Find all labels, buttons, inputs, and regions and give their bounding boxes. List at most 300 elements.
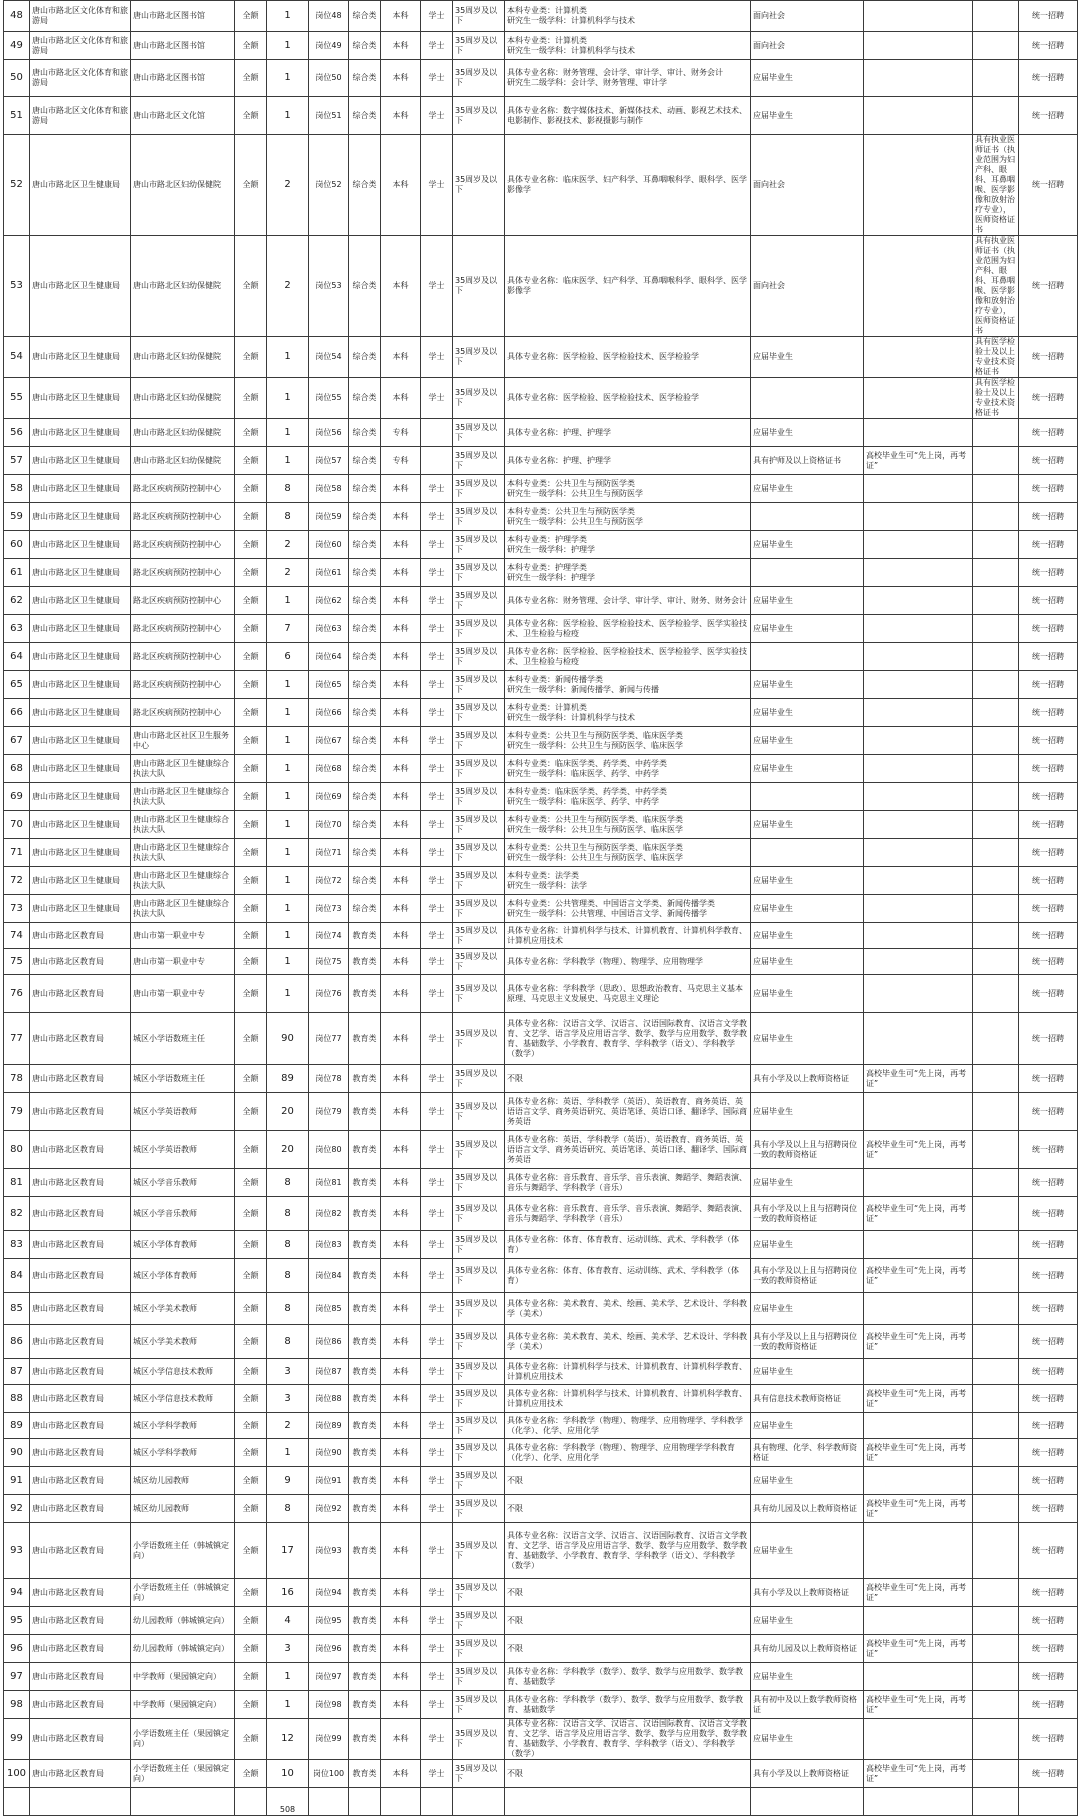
education-cell: 本科 xyxy=(381,1663,421,1691)
applicant-source-cell: 应届毕业生 xyxy=(751,727,864,755)
funding-type-cell: 全额 xyxy=(235,895,267,923)
age-limit-cell: 35周岁及以下 xyxy=(453,1065,505,1093)
education-cell: 本科 xyxy=(381,1,421,32)
major-requirement-cell: 不限 xyxy=(505,1607,751,1635)
degree-cell: 学士 xyxy=(421,32,453,60)
qualification-note-cell: 高校毕业生可“先上岗，再考证” xyxy=(864,1065,973,1093)
recruit-method-cell: 统一招聘 xyxy=(1019,643,1078,671)
funding-type-cell: 全额 xyxy=(235,1579,267,1607)
applicant-source-cell: 应届毕业生 xyxy=(751,923,864,949)
department-cell: 唐山市路北区教育局 xyxy=(30,1359,131,1385)
table-row xyxy=(4,1607,1078,1635)
table-row xyxy=(4,1439,1078,1467)
degree-cell: 学士 xyxy=(421,1607,453,1635)
table-row xyxy=(4,839,1078,867)
age-limit-cell: 35周岁及以下 xyxy=(453,923,505,949)
degree-cell: 学士 xyxy=(421,1663,453,1691)
row-number-cell: 54 xyxy=(4,337,30,378)
degree-cell: 学士 xyxy=(421,1093,453,1131)
post-category-cell: 教育类 xyxy=(349,1523,381,1579)
age-limit-cell: 35周岁及以下 xyxy=(453,1013,505,1065)
department-cell: 唐山市路北区卫生健康局 xyxy=(30,419,131,447)
table-row xyxy=(4,531,1078,559)
post-category-cell: 综合类 xyxy=(349,587,381,615)
applicant-source-cell: 应届毕业生 xyxy=(751,1013,864,1065)
row-number-cell: 53 xyxy=(4,236,30,337)
funding-type-cell: 全额 xyxy=(235,949,267,975)
table-row xyxy=(4,1495,1078,1523)
education-cell: 本科 xyxy=(381,615,421,643)
degree-cell: 学士 xyxy=(421,1439,453,1467)
post-code-cell: 岗位86 xyxy=(309,1325,349,1359)
post-code-cell: 岗位53 xyxy=(309,236,349,337)
recruit-method-cell: 统一招聘 xyxy=(1019,811,1078,839)
age-limit-cell: 35周岁及以下 xyxy=(453,1663,505,1691)
table-row xyxy=(4,60,1078,97)
qualification-note-cell xyxy=(864,531,973,559)
qualification-note-cell xyxy=(864,503,973,531)
education-cell: 本科 xyxy=(381,1607,421,1635)
employer-unit-cell: 唐山市路北区妇幼保健院 xyxy=(131,378,235,419)
degree-cell: 学士 xyxy=(421,531,453,559)
applicant-source-cell: 应届毕业生 xyxy=(751,895,864,923)
row-number-cell: 84 xyxy=(4,1259,30,1293)
other-condition-cell: 具有执业医师证书（执业范围为妇产科、眼科、耳鼻咽喉、医学影像和放射治疗专业），医师资格证书 xyxy=(973,236,1019,337)
degree-cell: 学士 xyxy=(421,1691,453,1719)
post-code-cell: 岗位75 xyxy=(309,949,349,975)
major-requirement-cell: 本科专业类：法学类 研究生一级学科：法学 xyxy=(505,867,751,895)
post-category-cell: 教育类 xyxy=(349,1197,381,1231)
post-category-cell: 教育类 xyxy=(349,1325,381,1359)
total-empty-cell xyxy=(349,1788,381,1816)
age-limit-cell: 35周岁及以下 xyxy=(453,475,505,503)
table-row xyxy=(4,643,1078,671)
funding-type-cell: 全额 xyxy=(235,1325,267,1359)
row-number-cell: 67 xyxy=(4,727,30,755)
employer-unit-cell: 城区小学美术教师 xyxy=(131,1325,235,1359)
age-limit-cell: 35周岁及以下 xyxy=(453,1719,505,1760)
row-number-cell: 95 xyxy=(4,1607,30,1635)
table-row xyxy=(4,923,1078,949)
qualification-note-cell xyxy=(864,949,973,975)
row-number-cell: 75 xyxy=(4,949,30,975)
post-category-cell: 综合类 xyxy=(349,615,381,643)
hire-count-cell: 8 xyxy=(267,1495,309,1523)
other-condition-cell xyxy=(973,1663,1019,1691)
recruit-method-cell: 统一招聘 xyxy=(1019,378,1078,419)
post-code-cell: 岗位49 xyxy=(309,32,349,60)
age-limit-cell: 35周岁及以下 xyxy=(453,1197,505,1231)
department-cell: 唐山市路北区教育局 xyxy=(30,1325,131,1359)
major-requirement-cell: 不限 xyxy=(505,1760,751,1788)
education-cell: 本科 xyxy=(381,1131,421,1169)
employer-unit-cell: 唐山市路北区卫生健康综合执法大队 xyxy=(131,895,235,923)
funding-type-cell: 全额 xyxy=(235,1607,267,1635)
qualification-note-cell xyxy=(864,727,973,755)
row-number-cell: 89 xyxy=(4,1413,30,1439)
qualification-note-cell xyxy=(864,699,973,727)
qualification-note-cell xyxy=(864,1359,973,1385)
education-cell: 本科 xyxy=(381,949,421,975)
age-limit-cell: 35周岁及以下 xyxy=(453,1359,505,1385)
other-condition-cell xyxy=(973,1467,1019,1495)
other-condition-cell xyxy=(973,475,1019,503)
table-row xyxy=(4,671,1078,699)
applicant-source-cell: 应届毕业生 xyxy=(751,615,864,643)
employer-unit-cell: 唐山市路北区图书馆 xyxy=(131,32,235,60)
hire-count-cell: 1 xyxy=(267,447,309,475)
degree-cell: 学士 xyxy=(421,1231,453,1259)
other-condition-cell xyxy=(973,699,1019,727)
row-number-cell: 83 xyxy=(4,1231,30,1259)
post-code-cell: 岗位89 xyxy=(309,1413,349,1439)
applicant-source-cell: 应届毕业生 xyxy=(751,1523,864,1579)
education-cell: 本科 xyxy=(381,867,421,895)
table-row xyxy=(4,1385,1078,1413)
degree-cell: 学士 xyxy=(421,1385,453,1413)
funding-type-cell: 全额 xyxy=(235,699,267,727)
table-row xyxy=(4,1231,1078,1259)
hire-count-cell: 1 xyxy=(267,1691,309,1719)
age-limit-cell: 35周岁及以下 xyxy=(453,1467,505,1495)
age-limit-cell: 35周岁及以下 xyxy=(453,1231,505,1259)
post-category-cell: 教育类 xyxy=(349,1663,381,1691)
post-category-cell: 综合类 xyxy=(349,671,381,699)
post-category-cell: 教育类 xyxy=(349,1093,381,1131)
qualification-note-cell: 高校毕业生可“先上岗，再考证” xyxy=(864,447,973,475)
hire-count-cell: 16 xyxy=(267,1579,309,1607)
hire-count-cell: 8 xyxy=(267,1325,309,1359)
education-cell: 本科 xyxy=(381,1197,421,1231)
department-cell: 唐山市路北区教育局 xyxy=(30,1231,131,1259)
post-category-cell: 教育类 xyxy=(349,1131,381,1169)
other-condition-cell xyxy=(973,447,1019,475)
hire-count-cell: 90 xyxy=(267,1013,309,1065)
applicant-source-cell: 应届毕业生 xyxy=(751,1607,864,1635)
total-empty-cell xyxy=(235,1788,267,1816)
hire-count-cell: 1 xyxy=(267,727,309,755)
recruit-method-cell: 统一招聘 xyxy=(1019,531,1078,559)
department-cell: 唐山市路北区文化体育和旅游局 xyxy=(30,60,131,97)
education-cell: 本科 xyxy=(381,1231,421,1259)
major-requirement-cell: 本科专业类：公共卫生与预防医学类、临床医学类 研究生一级学科：公共卫生与预防医学、临床医学 xyxy=(505,839,751,867)
major-requirement-cell: 具体专业名称：医学检验、医学检验技术、医学检验学 xyxy=(505,378,751,419)
qualification-note-cell xyxy=(864,643,973,671)
age-limit-cell: 35周岁及以下 xyxy=(453,643,505,671)
department-cell: 唐山市路北区教育局 xyxy=(30,1495,131,1523)
row-number-cell: 98 xyxy=(4,1691,30,1719)
age-limit-cell: 35周岁及以下 xyxy=(453,97,505,135)
row-number-cell: 74 xyxy=(4,923,30,949)
recruit-method-cell: 统一招聘 xyxy=(1019,783,1078,811)
funding-type-cell: 全额 xyxy=(235,1663,267,1691)
post-category-cell: 教育类 xyxy=(349,1259,381,1293)
age-limit-cell: 35周岁及以下 xyxy=(453,337,505,378)
recruit-method-cell: 统一招聘 xyxy=(1019,615,1078,643)
department-cell: 唐山市路北区卫生健康局 xyxy=(30,615,131,643)
row-number-cell: 49 xyxy=(4,32,30,60)
employer-unit-cell: 城区小学英语教师 xyxy=(131,1093,235,1131)
hire-count-cell: 1 xyxy=(267,783,309,811)
hire-count-cell: 8 xyxy=(267,1259,309,1293)
employer-unit-cell: 路北区疾病预防控制中心 xyxy=(131,699,235,727)
recruit-method-cell: 统一招聘 xyxy=(1019,949,1078,975)
funding-type-cell: 全额 xyxy=(235,1439,267,1467)
major-requirement-cell: 不限 xyxy=(505,1495,751,1523)
post-code-cell: 岗位66 xyxy=(309,699,349,727)
employer-unit-cell: 城区小学体育教师 xyxy=(131,1231,235,1259)
qualification-note-cell xyxy=(864,1231,973,1259)
degree-cell: 学士 xyxy=(421,1523,453,1579)
qualification-note-cell xyxy=(864,811,973,839)
recruit-method-cell: 统一招聘 xyxy=(1019,503,1078,531)
post-code-cell: 岗位71 xyxy=(309,839,349,867)
education-cell: 本科 xyxy=(381,699,421,727)
education-cell: 本科 xyxy=(381,1385,421,1413)
recruit-method-cell: 统一招聘 xyxy=(1019,1467,1078,1495)
recruit-method-cell: 统一招聘 xyxy=(1019,447,1078,475)
qualification-note-cell: 高校毕业生可“先上岗，再考证” xyxy=(864,1325,973,1359)
hire-count-cell: 89 xyxy=(267,1065,309,1093)
total-empty-cell xyxy=(309,1788,349,1816)
other-condition-cell xyxy=(973,975,1019,1013)
table-row xyxy=(4,1259,1078,1293)
department-cell: 唐山市路北区教育局 xyxy=(30,1259,131,1293)
age-limit-cell: 35周岁及以下 xyxy=(453,867,505,895)
applicant-source-cell: 具有初中及以上数学教师资格证 xyxy=(751,1691,864,1719)
row-number-cell: 56 xyxy=(4,419,30,447)
major-requirement-cell: 具体专业名称：医学检验、医学检验技术、医学检验学 xyxy=(505,337,751,378)
department-cell: 唐山市路北区教育局 xyxy=(30,1663,131,1691)
recruit-method-cell: 统一招聘 xyxy=(1019,60,1078,97)
post-code-cell: 岗位90 xyxy=(309,1439,349,1467)
recruit-method-cell: 统一招聘 xyxy=(1019,337,1078,378)
applicant-source-cell xyxy=(751,378,864,419)
age-limit-cell: 35周岁及以下 xyxy=(453,895,505,923)
post-code-cell: 岗位57 xyxy=(309,447,349,475)
post-category-cell: 教育类 xyxy=(349,975,381,1013)
education-cell: 本科 xyxy=(381,643,421,671)
qualification-note-cell: 高校毕业生可“先上岗，再考证” xyxy=(864,1691,973,1719)
other-condition-cell xyxy=(973,755,1019,783)
department-cell: 唐山市路北区教育局 xyxy=(30,1579,131,1607)
employer-unit-cell: 城区幼儿园教师 xyxy=(131,1467,235,1495)
post-category-cell: 综合类 xyxy=(349,699,381,727)
other-condition-cell xyxy=(973,643,1019,671)
major-requirement-cell: 具体专业名称：汉语言文学、汉语言、汉语国际教育、汉语言文学教育、文艺学、语言学及应用语言学、数学、数学与应用数学、数学教育、基础数学、小学教育、教育学、学科教学（语文）、学科教学（数学） xyxy=(505,1523,751,1579)
degree-cell: 学士 xyxy=(421,1413,453,1439)
row-number-cell: 80 xyxy=(4,1131,30,1169)
table-row xyxy=(4,867,1078,895)
other-condition-cell xyxy=(973,1495,1019,1523)
row-number-cell: 64 xyxy=(4,643,30,671)
education-cell: 本科 xyxy=(381,895,421,923)
qualification-note-cell: 高校毕业生可“先上岗，再考证” xyxy=(864,1131,973,1169)
applicant-source-cell: 具有幼儿园及以上教师资格证 xyxy=(751,1635,864,1663)
funding-type-cell: 全额 xyxy=(235,559,267,587)
age-limit-cell: 35周岁及以下 xyxy=(453,699,505,727)
employer-unit-cell: 路北区疾病预防控制中心 xyxy=(131,559,235,587)
applicant-source-cell: 应届毕业生 xyxy=(751,1719,864,1760)
funding-type-cell: 全额 xyxy=(235,337,267,378)
department-cell: 唐山市路北区教育局 xyxy=(30,1093,131,1131)
post-code-cell: 岗位63 xyxy=(309,615,349,643)
hire-count-cell: 1 xyxy=(267,867,309,895)
employer-unit-cell: 唐山市第一职业中专 xyxy=(131,975,235,1013)
total-count: 508 xyxy=(267,1788,309,1816)
post-code-cell: 岗位97 xyxy=(309,1663,349,1691)
hire-count-cell: 1 xyxy=(267,1439,309,1467)
other-condition-cell xyxy=(973,1579,1019,1607)
recruit-method-cell: 统一招聘 xyxy=(1019,699,1078,727)
degree-cell: 学士 xyxy=(421,378,453,419)
applicant-source-cell: 应届毕业生 xyxy=(751,1359,864,1385)
department-cell: 唐山市路北区卫生健康局 xyxy=(30,867,131,895)
recruit-method-cell: 统一招聘 xyxy=(1019,559,1078,587)
qualification-note-cell xyxy=(864,1467,973,1495)
funding-type-cell: 全额 xyxy=(235,135,267,236)
applicant-source-cell: 具有幼儿园及以上教师资格证 xyxy=(751,1495,864,1523)
education-cell: 本科 xyxy=(381,32,421,60)
post-category-cell: 教育类 xyxy=(349,1231,381,1259)
department-cell: 唐山市路北区教育局 xyxy=(30,1523,131,1579)
funding-type-cell: 全额 xyxy=(235,587,267,615)
row-number-cell: 72 xyxy=(4,867,30,895)
post-category-cell: 综合类 xyxy=(349,135,381,236)
row-number-cell: 51 xyxy=(4,97,30,135)
other-condition-cell xyxy=(973,1413,1019,1439)
funding-type-cell: 全额 xyxy=(235,32,267,60)
education-cell: 本科 xyxy=(381,503,421,531)
row-number-cell: 93 xyxy=(4,1523,30,1579)
funding-type-cell: 全额 xyxy=(235,1,267,32)
employer-unit-cell: 唐山市路北区卫生健康综合执法大队 xyxy=(131,839,235,867)
table-row xyxy=(4,587,1078,615)
qualification-note-cell: 高校毕业生可“先上岗，再考证” xyxy=(864,1495,973,1523)
employer-unit-cell: 唐山市路北区妇幼保健院 xyxy=(131,447,235,475)
degree-cell: 学士 xyxy=(421,1259,453,1293)
funding-type-cell: 全额 xyxy=(235,923,267,949)
employer-unit-cell: 城区小学信息技术教师 xyxy=(131,1359,235,1385)
post-code-cell: 岗位95 xyxy=(309,1607,349,1635)
employer-unit-cell: 幼儿园教师（韩城镇定向） xyxy=(131,1635,235,1663)
post-code-cell: 岗位100 xyxy=(309,1760,349,1788)
education-cell: 本科 xyxy=(381,1259,421,1293)
hire-count-cell: 1 xyxy=(267,895,309,923)
post-category-cell: 教育类 xyxy=(349,923,381,949)
row-number-cell: 87 xyxy=(4,1359,30,1385)
row-number-cell: 66 xyxy=(4,699,30,727)
employer-unit-cell: 小学语数班主任（果园镇定向） xyxy=(131,1760,235,1788)
department-cell: 唐山市路北区卫生健康局 xyxy=(30,559,131,587)
funding-type-cell: 全额 xyxy=(235,97,267,135)
hire-count-cell: 1 xyxy=(267,1,309,32)
other-condition-cell xyxy=(973,1607,1019,1635)
post-category-cell: 综合类 xyxy=(349,839,381,867)
education-cell: 本科 xyxy=(381,783,421,811)
major-requirement-cell: 本科专业类：公共卫生与预防医学类、临床医学类 研究生一级学科：公共卫生与预防医学、临床医学 xyxy=(505,727,751,755)
post-code-cell: 岗位73 xyxy=(309,895,349,923)
applicant-source-cell: 具有信息技术教师资格证 xyxy=(751,1385,864,1413)
table-row xyxy=(4,559,1078,587)
post-code-cell: 岗位56 xyxy=(309,419,349,447)
recruit-method-cell: 统一招聘 xyxy=(1019,1013,1078,1065)
department-cell: 唐山市路北区教育局 xyxy=(30,1760,131,1788)
table-row xyxy=(4,1523,1078,1579)
post-code-cell: 岗位98 xyxy=(309,1691,349,1719)
funding-type-cell: 全额 xyxy=(235,236,267,337)
post-code-cell: 岗位79 xyxy=(309,1093,349,1131)
applicant-source-cell: 面向社会 xyxy=(751,236,864,337)
post-category-cell: 教育类 xyxy=(349,949,381,975)
post-category-cell: 综合类 xyxy=(349,475,381,503)
applicant-source-cell: 具有小学及以上且与招聘岗位一致的教师资格证 xyxy=(751,1325,864,1359)
hire-count-cell: 1 xyxy=(267,32,309,60)
employer-unit-cell: 唐山市路北区妇幼保健院 xyxy=(131,419,235,447)
education-cell: 本科 xyxy=(381,97,421,135)
row-number-cell: 81 xyxy=(4,1169,30,1197)
major-requirement-cell: 具体专业名称：音乐教育、音乐学、音乐表演、舞蹈学、舞蹈表演、音乐与舞蹈学、学科教学（音乐） xyxy=(505,1169,751,1197)
applicant-source-cell: 面向社会 xyxy=(751,1,864,32)
row-number-cell: 60 xyxy=(4,531,30,559)
degree-cell: 学士 xyxy=(421,975,453,1013)
post-category-cell: 教育类 xyxy=(349,1760,381,1788)
table-row xyxy=(4,32,1078,60)
employer-unit-cell: 小学语数班主任（韩城镇定向） xyxy=(131,1523,235,1579)
major-requirement-cell: 具体专业名称：临床医学、妇产科学、耳鼻咽喉科学、眼科学、医学影像学 xyxy=(505,135,751,236)
major-requirement-cell: 本科专业类：新闻传播学类 研究生一级学科：新闻传播学、新闻与传播 xyxy=(505,671,751,699)
hire-count-cell: 1 xyxy=(267,811,309,839)
funding-type-cell: 全额 xyxy=(235,755,267,783)
department-cell: 唐山市路北区文化体育和旅游局 xyxy=(30,97,131,135)
employer-unit-cell: 唐山市路北区卫生健康综合执法大队 xyxy=(131,867,235,895)
employer-unit-cell: 唐山市路北区图书馆 xyxy=(131,60,235,97)
post-code-cell: 岗位88 xyxy=(309,1385,349,1413)
row-number-cell: 82 xyxy=(4,1197,30,1231)
major-requirement-cell: 本科专业类：护理学类 研究生一级学科：护理学 xyxy=(505,531,751,559)
recruit-method-cell: 统一招聘 xyxy=(1019,1439,1078,1467)
department-cell: 唐山市路北区教育局 xyxy=(30,949,131,975)
funding-type-cell: 全额 xyxy=(235,1293,267,1325)
qualification-note-cell: 高校毕业生可“先上岗，再考证” xyxy=(864,1259,973,1293)
education-cell: 专科 xyxy=(381,447,421,475)
table-row xyxy=(4,1065,1078,1093)
other-condition-cell xyxy=(973,895,1019,923)
major-requirement-cell: 具体专业名称：英语、学科教学（英语）、英语教育、商务英语、英语语言文学、商务英语研究、英语笔译、英语口译、翻译学、国际商务英语 xyxy=(505,1131,751,1169)
hire-count-cell: 1 xyxy=(267,839,309,867)
hire-count-cell: 2 xyxy=(267,559,309,587)
row-number-cell: 90 xyxy=(4,1439,30,1467)
recruit-method-cell: 统一招聘 xyxy=(1019,1259,1078,1293)
total-empty-cell xyxy=(751,1788,864,1816)
post-category-cell: 教育类 xyxy=(349,1579,381,1607)
row-number-cell: 73 xyxy=(4,895,30,923)
hire-count-cell: 6 xyxy=(267,643,309,671)
row-number-cell: 50 xyxy=(4,60,30,97)
recruit-method-cell: 统一招聘 xyxy=(1019,1131,1078,1169)
table-row xyxy=(4,97,1078,135)
degree-cell xyxy=(421,447,453,475)
table-row xyxy=(4,783,1078,811)
total-empty-cell xyxy=(381,1788,421,1816)
table-row xyxy=(4,236,1078,337)
funding-type-cell: 全额 xyxy=(235,643,267,671)
employer-unit-cell: 城区小学语数班主任 xyxy=(131,1065,235,1093)
post-code-cell: 岗位76 xyxy=(309,975,349,1013)
major-requirement-cell: 具体专业名称：数字媒体技术、新媒体技术、动画、影视艺术技术、电影制作、影视技术、影视摄影与制作 xyxy=(505,97,751,135)
applicant-source-cell: 应届毕业生 xyxy=(751,531,864,559)
education-cell: 本科 xyxy=(381,559,421,587)
